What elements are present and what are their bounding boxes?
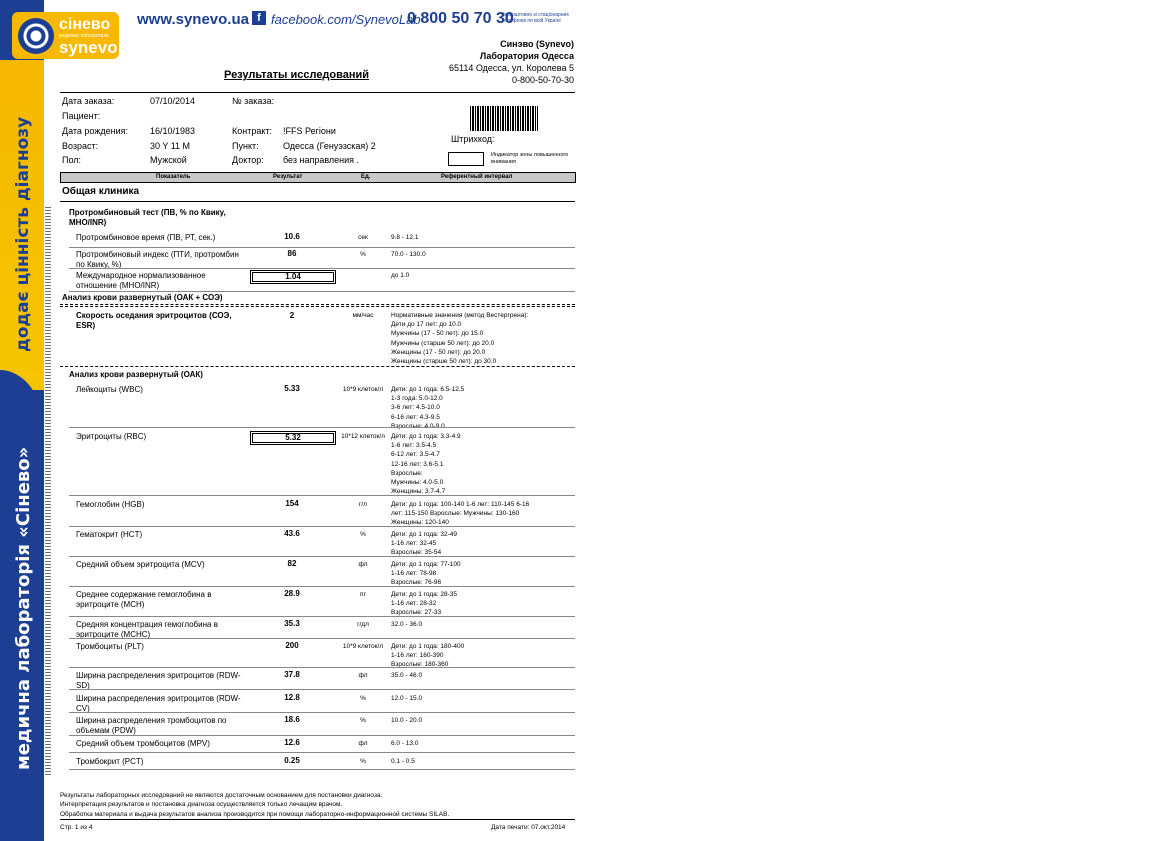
contract-label: Контракт: bbox=[232, 126, 273, 136]
sex-label: Пол: bbox=[62, 155, 82, 165]
test-reference bbox=[391, 500, 571, 528]
reference-line: Дети: до 1 года: 3.3-4.9 bbox=[391, 433, 461, 440]
doctor: без направления . bbox=[283, 155, 360, 165]
col-indicator: Показатель bbox=[156, 174, 191, 180]
row-divider bbox=[69, 556, 575, 557]
sidebar-banner bbox=[0, 0, 44, 841]
divider bbox=[60, 819, 575, 820]
reference-line: 6-12 лет: 3.5-4.7 bbox=[391, 451, 440, 459]
test-reference bbox=[391, 620, 571, 629]
test-name: Ширина распределения эритроцитов (RDW-CV) bbox=[76, 694, 241, 713]
order-date: 07/10/2014 bbox=[150, 96, 196, 106]
row-divider bbox=[69, 247, 575, 248]
esr-name: Скорость оседания эритроцитов (СОЭ, ESR) bbox=[76, 311, 232, 330]
reference-line: лет: 115-150 Взрослые: Мужчины: 130-160 bbox=[391, 510, 520, 518]
logo-text-bottom: synevo bbox=[59, 38, 118, 57]
test-reference bbox=[391, 757, 571, 766]
side-barcode-strip bbox=[45, 205, 51, 775]
test-result: 200 bbox=[285, 641, 299, 650]
reference-line: Мужчины (17 - 50 лет): до 15.0 bbox=[391, 330, 484, 338]
esr-unit: мм/час bbox=[352, 312, 374, 319]
lab-phone: 0-800-50-70-30 bbox=[511, 75, 574, 85]
contract: !FFS Регіони bbox=[283, 126, 336, 136]
group-cbc-esr: Анализ крови развернутый (ОАК + СОЭ) bbox=[62, 293, 223, 302]
sidebar-slogan-bottom: медична лабораторія «Сінево» bbox=[13, 446, 34, 770]
reference-line: Женщины (старше 50 лет): до 30.0 bbox=[391, 358, 497, 366]
group-prothrombin: Протромбиновый тест (ПВ, % по Квику, МНО/INR) bbox=[69, 208, 226, 227]
lab-address: 65114 Одесса, ул. Королева 5 bbox=[449, 63, 574, 73]
point: Одесса (Генуэзская) 2 bbox=[283, 141, 376, 151]
sidebar-slogan-top: додає цінність діагнозу bbox=[13, 116, 33, 352]
reference-line: 1-6 лет: 3.5-4.5 bbox=[391, 442, 437, 450]
test-reference bbox=[391, 530, 571, 558]
report-title: Результаты исследований bbox=[224, 69, 370, 81]
reference-line: Женщины: 120-140 bbox=[391, 519, 449, 527]
test-reference bbox=[391, 385, 571, 431]
reference-line: Взрослые: 180-360 bbox=[391, 661, 449, 669]
test-result: 37.8 bbox=[284, 670, 300, 679]
test-name: Гематокрит (HCT) bbox=[76, 530, 143, 539]
test-unit: % bbox=[360, 758, 366, 765]
row-divider bbox=[69, 689, 575, 690]
test-result: 10.6 bbox=[284, 232, 300, 241]
test-unit: г/л bbox=[359, 501, 367, 508]
reference-line: Взрослые: 35-54 bbox=[391, 549, 442, 557]
reference-line: Взрослые: 27-33 bbox=[391, 609, 442, 617]
test-name: Среднее содержание гемоглобина в эритроците (MCH) bbox=[76, 590, 212, 609]
doctor-label: Доктор: bbox=[232, 155, 264, 165]
reference-line: Дети до 17 лет: до 10.0 bbox=[391, 321, 462, 329]
test-name: Гемоглобин (HGB) bbox=[76, 500, 145, 509]
test-name: Средняя концентрация гемоглобина в эритроците (MCHC) bbox=[76, 620, 218, 639]
table-header bbox=[60, 172, 576, 183]
group-cbc: Анализ крови развернутый (ОАК) bbox=[69, 370, 203, 379]
synevo-logo[interactable] bbox=[12, 12, 119, 59]
test-result: 12.8 bbox=[284, 693, 300, 702]
row-divider bbox=[69, 735, 575, 736]
reference-line: 32.0 - 36.0 bbox=[391, 621, 423, 628]
test-unit: % bbox=[360, 695, 366, 702]
test-unit: % bbox=[360, 717, 366, 724]
reference-line: Мужчины (старше 50 лет): до 20.0 bbox=[391, 339, 495, 347]
test-name: Средний объем тромбоцитов (MPV) bbox=[76, 739, 210, 748]
test-reference bbox=[391, 671, 571, 680]
reference-line: Нормативные значения (метод Вестергрена): bbox=[391, 312, 529, 319]
test-unit: % bbox=[360, 251, 366, 258]
test-reference: 9.8 - 12.1 bbox=[391, 234, 419, 241]
test-name: Международное нормализованное отношение (МНО/INR) bbox=[76, 271, 206, 290]
reference-line: Взрослые: 76-96 bbox=[391, 579, 442, 587]
barcode-image bbox=[470, 106, 538, 131]
facebook-link[interactable]: facebook.com/SynevoLab bbox=[271, 12, 421, 27]
lab-info bbox=[449, 38, 574, 86]
logo-tagline: медична лабораторія bbox=[59, 33, 109, 39]
row-divider bbox=[69, 638, 575, 639]
website-link[interactable]: www.synevo.ua bbox=[137, 11, 249, 28]
reference-line: Мужчины: 4.0-5.0 bbox=[391, 479, 444, 487]
facebook-icon[interactable]: f bbox=[252, 11, 266, 25]
divider bbox=[60, 92, 575, 93]
test-result: 35.3 bbox=[284, 619, 300, 628]
age: 30 Y 11 M bbox=[150, 141, 191, 151]
row-divider bbox=[69, 291, 575, 292]
footer-line-1: Результаты лабораторных исследований не являются достаточным основанием для постановки диагноза. bbox=[60, 792, 383, 799]
test-reference: до 1.0 bbox=[391, 272, 410, 279]
row-divider bbox=[69, 752, 575, 753]
reference-line: 0.1 - 0.5 bbox=[391, 758, 415, 765]
flower-logo-icon bbox=[18, 18, 54, 54]
lab-city: Лаборатория Одесса bbox=[479, 51, 574, 61]
logo-text-top: сінево bbox=[59, 16, 111, 33]
test-reference bbox=[391, 694, 571, 703]
test-name: Тромбокрит (PCT) bbox=[76, 757, 144, 766]
test-unit: фл bbox=[358, 561, 368, 568]
test-unit: сек bbox=[358, 234, 368, 241]
test-result: 154 bbox=[285, 499, 299, 508]
reference-line: 6-16 лет: 4.3-9.5 bbox=[391, 413, 440, 421]
dashed-divider bbox=[60, 366, 575, 367]
test-name: Ширина распределения эритроцитов (RDW-SD) bbox=[76, 671, 241, 690]
test-reference bbox=[391, 560, 571, 588]
test-result: 43.6 bbox=[284, 529, 300, 538]
row-divider bbox=[69, 769, 575, 770]
test-reference: 70.0 - 130.0 bbox=[391, 251, 426, 258]
test-reference bbox=[391, 739, 571, 748]
reference-line: Дети: до 1 года: 28-35 bbox=[391, 591, 457, 598]
test-name: Лейкоциты (WBC) bbox=[76, 385, 143, 394]
test-unit: фл bbox=[358, 740, 368, 747]
test-unit: фл bbox=[358, 672, 368, 679]
test-unit: 10*12 клеток/л bbox=[341, 433, 385, 440]
test-name: Протромбиновый индекс (ПТИ, протромбин по Квику, %) bbox=[76, 250, 239, 269]
row-divider bbox=[69, 712, 575, 713]
section-title: Общая клиника bbox=[62, 186, 140, 197]
order-no-label: № заказа: bbox=[232, 96, 274, 106]
indicator-label: Индикатор зоны повышенного внимания bbox=[491, 152, 569, 165]
test-unit: 10*9 клеток/л bbox=[342, 386, 384, 393]
test-result: 1.04 bbox=[250, 270, 336, 284]
birth-label: Дата рождения: bbox=[62, 126, 128, 136]
test-result: 12.6 bbox=[284, 738, 300, 747]
test-unit: г/дл bbox=[357, 621, 369, 628]
test-result: 82 bbox=[287, 559, 297, 568]
footer-line-2: Интерпретация результатов и постановка диагноза осуществляется только лечащим врачом. bbox=[60, 801, 343, 808]
reference-line: Женщины: 3.7-4.7 bbox=[391, 488, 446, 496]
birth-date: 16/10/1983 bbox=[150, 126, 196, 136]
reference-line: Дети: до 1 года: 180-400 bbox=[391, 643, 465, 650]
order-date-label: Дата заказа: bbox=[62, 96, 115, 106]
hotline-phone[interactable]: 0 800 50 70 30 bbox=[407, 10, 514, 27]
test-reference bbox=[391, 716, 571, 725]
reference-line: 1-16 лет: 28-32 bbox=[391, 600, 437, 608]
reference-line: 35.0 - 46.0 bbox=[391, 672, 423, 679]
point-label: Пункт: bbox=[232, 141, 259, 151]
reference-line: 10.0 - 20.0 bbox=[391, 717, 423, 724]
indicator-box bbox=[448, 152, 484, 166]
print-date: Дата печати: 07.окт.2014 bbox=[491, 824, 566, 831]
reference-line: Дети: до 1 года: 6.5-12.5 bbox=[391, 386, 465, 393]
test-name: Ширина распределения тромбоцитов по объемам (PDW) bbox=[76, 716, 227, 735]
row-divider bbox=[69, 495, 575, 496]
test-reference bbox=[391, 432, 571, 496]
footer-line-3: Обработка материала и выдача результатов анализа производится при помощи лабораторно-информационной системы SILAB. bbox=[60, 811, 450, 818]
esr-value: 2 bbox=[289, 311, 295, 320]
test-result: 5.32 bbox=[250, 431, 336, 445]
reference-line: 12.0 - 15.0 bbox=[391, 695, 423, 702]
sex: Мужской bbox=[150, 155, 187, 165]
test-name: Протромбиновое время (ПВ, РТ, сек.) bbox=[76, 233, 216, 242]
test-result: 5.33 bbox=[284, 384, 300, 393]
reference-line: 6.0 - 13.0 bbox=[391, 740, 419, 747]
reference-line: 1-16 лет: 78-98 bbox=[391, 570, 437, 578]
reference-line: 1-3 года: 5.0-12.0 bbox=[391, 395, 443, 403]
patient-label: Пациент: bbox=[62, 111, 101, 121]
test-reference bbox=[391, 642, 571, 670]
reference-line: 3-6 лет: 4.5-10.0 bbox=[391, 404, 440, 412]
reference-line: Дети: до 1 года: 100-140 1-6 лет: 110-145 6-16 bbox=[391, 501, 530, 508]
row-divider bbox=[69, 586, 575, 587]
row-divider bbox=[69, 616, 575, 617]
reference-line: 1-16 лет: 160-390 bbox=[391, 652, 444, 660]
test-unit: % bbox=[360, 531, 366, 538]
col-result: Результат bbox=[273, 174, 303, 180]
test-result: 18.6 bbox=[284, 715, 300, 724]
col-unit: Ед. bbox=[361, 174, 371, 180]
test-result: 28.9 bbox=[284, 589, 300, 598]
page-number: Стр. 1 из 4 bbox=[60, 824, 93, 831]
hotline-note: безкоштовно зі стаціонарних телефонів по всій Україні bbox=[502, 12, 569, 24]
test-result: 0.25 bbox=[284, 756, 300, 765]
dashed-divider bbox=[60, 306, 575, 307]
reference-line: Взрослые: bbox=[391, 469, 423, 477]
reference-line: 12-16 лет: 3.6-5.1 bbox=[391, 460, 444, 468]
test-reference bbox=[391, 590, 571, 618]
reference-line: Дети: до 1 года: 77-100 bbox=[391, 561, 461, 568]
reference-line: 1-16 лет: 32-45 bbox=[391, 540, 437, 548]
test-name: Средний объем эритроцита (MCV) bbox=[76, 560, 205, 569]
test-unit: пг bbox=[360, 591, 366, 598]
test-name: Эритроциты (RBC) bbox=[76, 432, 147, 441]
lab-name: Синэво (Synevo) bbox=[500, 39, 574, 49]
test-unit: 10*9 клеток/л bbox=[342, 643, 384, 650]
barcode-label: Штрихкод: bbox=[451, 134, 495, 144]
col-reference: Референтный интервал bbox=[441, 174, 513, 180]
test-result: 86 bbox=[287, 249, 297, 258]
row-divider bbox=[69, 268, 575, 269]
age-label: Возраст: bbox=[62, 141, 99, 151]
test-name: Тромбоциты (PLT) bbox=[76, 642, 144, 651]
reference-line: Дети: до 1 года: 32-49 bbox=[391, 531, 457, 538]
reference-line: Женщины (17 - 50 лет): до 20.0 bbox=[391, 348, 486, 356]
row-divider bbox=[69, 427, 575, 428]
row-divider bbox=[69, 526, 575, 527]
esr-reference bbox=[391, 311, 571, 366]
reference-line: Взрослые: 4.0-9.0 bbox=[391, 422, 445, 430]
divider bbox=[60, 201, 575, 202]
dashed-divider bbox=[60, 304, 575, 305]
row-divider bbox=[69, 667, 575, 668]
